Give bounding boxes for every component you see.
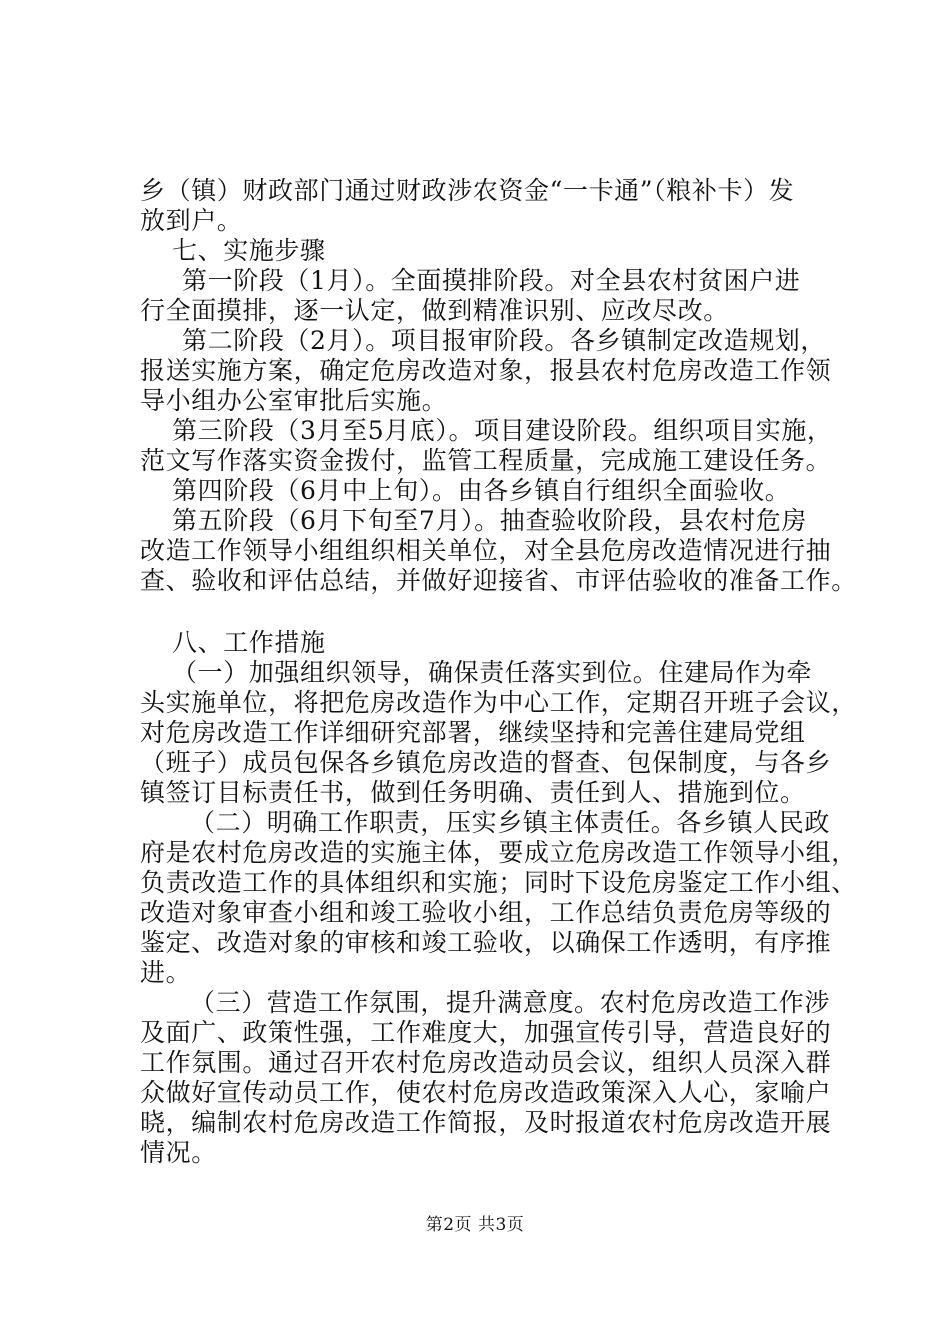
paragraph-line: 改造对象审查小组和竣工验收小组，工作总结负责危房等级的 (140, 898, 832, 927)
paragraph-line: 导小组办公室审批后实施。 (140, 386, 448, 415)
paragraph-line: （班子）成员包保各乡镇危房改造的督查、包保制度，与各乡 (140, 748, 832, 777)
paragraph-line: 第二阶段（2月）。项目报审阶段。各乡镇制定改造规划， (182, 326, 827, 355)
paragraph-line: 范文写作落实资金拨付，监管工程质量，完成施工建设任务。 (140, 446, 832, 475)
paragraph-line: 进。 (140, 958, 192, 987)
paragraph-line: 行全面摸排，逐一认定，做到精准识别、应改尽改。 (140, 296, 729, 325)
paragraph-line: 查、验收和评估总结，并做好迎接省、市评估验收的准备工作。 (140, 566, 857, 595)
paragraph-line: 第四阶段（6月中上旬）。由各乡镇自行组织全面验收。 (172, 476, 791, 505)
paragraph-line: 晓，编制农村危房改造工作简报，及时报道农村危房改造开展 (140, 1108, 832, 1137)
paragraph-line: 负责改造工作的具体组织和实施；同时下设危房鉴定工作小组、 (140, 868, 857, 897)
paragraph-line: 及面广、政策性强，工作难度大，加强宣传引导，营造良好的 (140, 1018, 832, 1047)
paragraph-line: 工作氛围。通过召开农村危房改造动员会议，组织人员深入群 (140, 1048, 832, 1077)
paragraph-gap (140, 596, 860, 628)
document-body (140, 176, 860, 1168)
paragraph-line: 第五阶段（6月下旬至7月）。抽查验收阶段，县农村危房 (172, 506, 807, 535)
paragraph-line: 头实施单位，将把危房改造作为中心工作，定期召开班子会议， (140, 688, 857, 717)
paragraph-line: 对危房改造工作详细研究部署，继续坚持和完善住建局党组 (140, 718, 806, 747)
paragraph-line: 府是农村危房改造的实施主体，要成立危房改造工作领导小组， (140, 838, 857, 867)
paragraph-line: 鉴定、改造对象的审核和竣工验收，以确保工作透明，有序推 (140, 928, 832, 957)
paragraph-line: 镇签订目标责任书，做到任务明确、责任到人、措施到位。 (140, 778, 806, 807)
paragraph-line: 乡（镇）财政部门通过财政涉农资金“一卡通”（粮补卡）发 (140, 176, 795, 205)
paragraph-line: （三）营造工作氛围，提升满意度。农村危房改造工作涉 (190, 988, 831, 1017)
paragraph-line: 改造工作领导小组组织相关单位，对全县危房改造情况进行抽 (140, 536, 832, 565)
page-number: 第2页 共3页 (425, 1215, 525, 1235)
paragraph-line: （一）加强组织领导，确保责任落实到位。住建局作为牵 (172, 658, 813, 687)
paragraph-line: 报送实施方案，确定危房改造对象，报县农村危房改造工作领 (140, 356, 832, 385)
paragraph-line: 情况。 (140, 1138, 217, 1167)
paragraph-line: 第三阶段（3月至5月底）。项目建设阶段。组织项目实施， (172, 416, 833, 445)
paragraph-line: （二）明确工作职责，压实乡镇主体责任。各乡镇人民政 (190, 808, 831, 837)
paragraph-line: 第一阶段（1月）。全面摸排阶段。对全县农村贫困户进 (182, 266, 801, 295)
paragraph-line: 放到户。 (140, 206, 243, 235)
section-heading: 八、工作措施 (172, 628, 326, 657)
section-heading: 七、实施步骤 (172, 236, 326, 265)
paragraph-line: 众做好宣传动员工作，使农村危房改造政策深入人心，家喻户 (140, 1078, 832, 1107)
